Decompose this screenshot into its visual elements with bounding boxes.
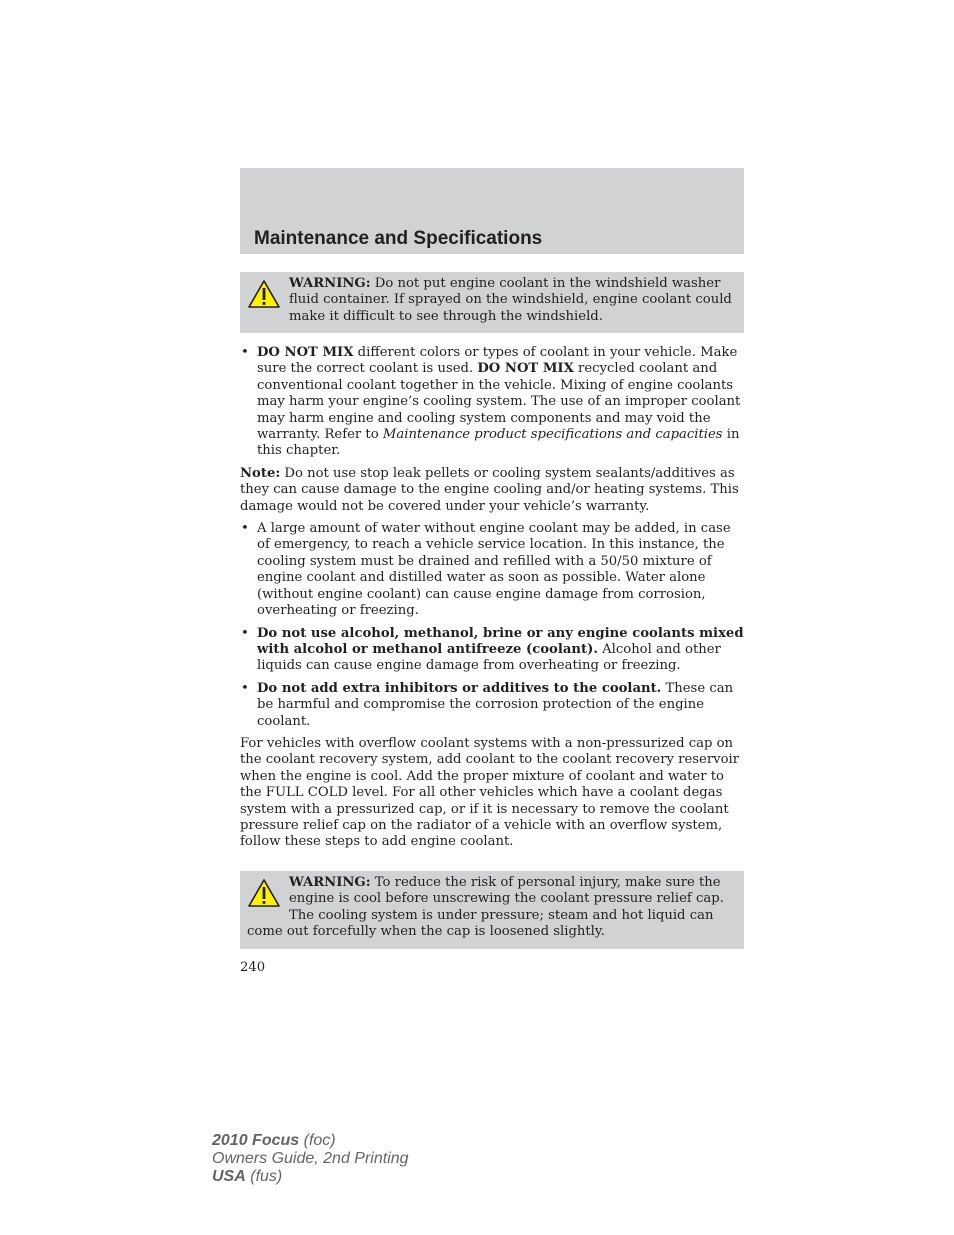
main-content bbox=[240, 345, 744, 857]
section-header bbox=[240, 168, 744, 254]
body-text: in this chapter. bbox=[257, 427, 740, 459]
section-title: Maintenance and Specifications bbox=[254, 228, 543, 249]
footer-model-code: (foc) bbox=[303, 1132, 336, 1149]
bold-text: Do not use alcohol, methanol, brine or any engine coolants mixed with alcohol or methanol antifreeze (coolant). bbox=[257, 625, 744, 657]
bold-text: DO NOT MIX bbox=[257, 345, 354, 360]
bullet-dot: • bbox=[241, 625, 249, 641]
list-item-do-not-mix bbox=[240, 345, 744, 460]
document-footer bbox=[212, 1132, 409, 1186]
overflow-paragraph: For vehicles with overflow coolant systems with a non-pressurized cap on the coolant recovery system, add coolant to the coolant recovery reservoir when the engine is cool. Add the proper mixture of coolant and water to the FULL COLD level. For all other vehicles which have a coolant degas system with a pressurized cap, or if it is necessary to remove the coolant pressure relief cap on the radiator of a vehicle with an overflow system, follow these steps to add engine coolant. bbox=[240, 735, 740, 850]
body-text: different colors or types of coolant in your vehicle. Make sure the correct coolant is used. bbox=[257, 345, 738, 377]
list-item-inhibitors bbox=[240, 681, 744, 730]
bullet-dot: • bbox=[241, 521, 249, 537]
warning-box-washer-fluid bbox=[240, 272, 744, 333]
list-item-alcohol bbox=[240, 626, 744, 675]
warning-label: WARNING: bbox=[289, 276, 371, 291]
note-text: Do not use stop leak pellets or cooling system sealants/additives as they can cause damage to the engine cooling and/or heating systems. This damage would not be covered under your vehicle’s warranty. bbox=[240, 465, 739, 514]
footer-model: 2010 Focus bbox=[212, 1132, 300, 1149]
footer-line-edition: Owners Guide, 2nd Printing bbox=[212, 1150, 409, 1167]
warning-triangle-icon bbox=[247, 878, 281, 908]
body-text: These can be harmful and compromise the corrosion protection of the engine coolant. bbox=[257, 680, 734, 729]
warning-label: WARNING: bbox=[289, 875, 371, 890]
bullet-dot: • bbox=[241, 345, 249, 360]
list-item-water bbox=[240, 521, 744, 619]
page-number: 240 bbox=[240, 960, 266, 975]
bold-text: Do not add extra inhibitors or additives to the coolant. bbox=[257, 680, 662, 696]
warning-box-pressure-cap bbox=[240, 871, 744, 949]
body-text: Alcohol and other liquids can cause engine damage from overheating or freezing. bbox=[257, 641, 721, 674]
note-paragraph bbox=[240, 466, 744, 515]
footer-line-model bbox=[212, 1132, 409, 1150]
body-text: recycled coolant and conventional coolant together in the vehicle. Mixing of engine coolants may harm your engine’s cooling system. The use of an improper coolant may harm engine and cooling system components and may void the warranty. Refer to bbox=[257, 361, 741, 443]
warning-text: To reduce the risk of personal injury, make sure the engine is cool before unscrewing the coolant pressure relief cap. The cooling system is under pressure; steam and hot liquid can come out forcefully when the cap is loosened slightly. bbox=[247, 875, 724, 940]
bullet-dot: • bbox=[241, 680, 249, 696]
body-text: A large amount of water without engine coolant may be added, in case of emergency, to reach a vehicle service location. In this instance, the cooling system must be drained and refilled with a 50/50 mixture of engine coolant and distilled water as soon as possible. Water alone (without engine coolant) can cause engine damage from corrosion, overheating or freezing. bbox=[257, 521, 731, 619]
cross-reference: Maintenance product specifications and capacities bbox=[382, 427, 723, 443]
footer-market: USA bbox=[212, 1168, 246, 1185]
warning-text: Do not put engine coolant in the windshield washer fluid container. If sprayed on the windshield, engine coolant could make it difficult to see through the windshield. bbox=[289, 276, 732, 324]
warning-triangle-icon bbox=[247, 279, 281, 309]
footer-line-market bbox=[212, 1168, 409, 1186]
footer-market-code: (fus) bbox=[250, 1168, 283, 1185]
bold-text: DO NOT MIX bbox=[477, 361, 574, 377]
note-label: Note: bbox=[240, 465, 281, 481]
